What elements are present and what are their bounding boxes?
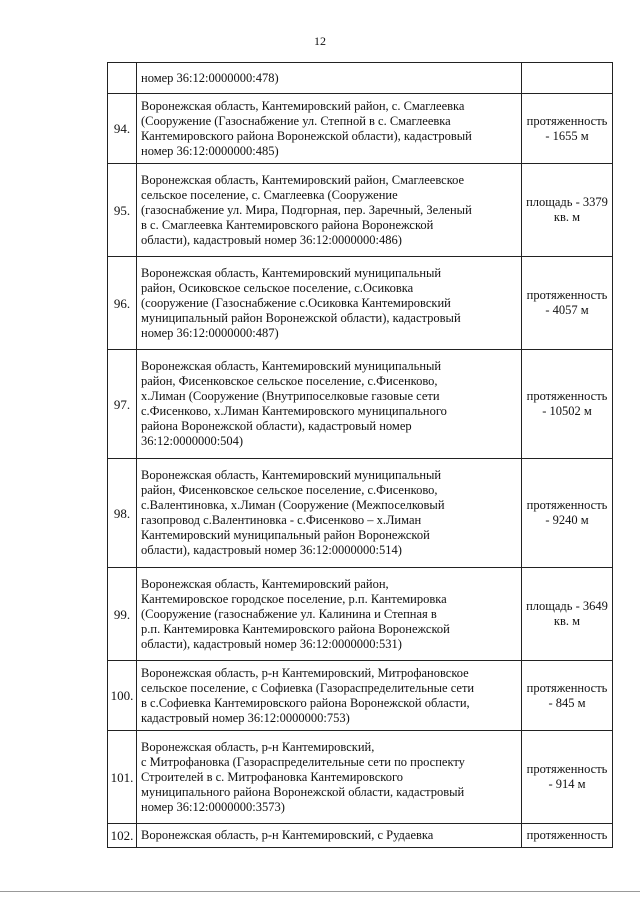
description-line: Воронежская область, р-н Кантемировский, с Рудаевка: [141, 828, 434, 842]
description-line: кадастровый номер 36:12:0000000:753): [141, 710, 350, 725]
description-line: р.п. Кантемировка Кантемировского района Воронежской: [141, 621, 450, 636]
property-description: [137, 94, 522, 164]
property-description: [137, 63, 522, 94]
property-description: [137, 731, 522, 824]
row-number: 99.: [108, 568, 137, 661]
description-line: (газоснабжение ул. Мира, Подгорная, пер. Заречный, Зеленый: [141, 202, 472, 217]
description-line: Воронежская область, Кантемировский муниципальный: [141, 359, 442, 373]
description-line: номер 36:12:0000000:487): [141, 325, 279, 340]
description-line: Кантемировский муниципальный район Воронежской: [141, 528, 430, 542]
description-line: области), кадастровый номер 36:12:0000000:531): [141, 636, 402, 651]
row-number: 96.: [108, 257, 137, 350]
description-line: Воронежская область, Кантемировский район, Смаглеевское: [141, 172, 465, 187]
property-measurement: протяженность - 845 м: [522, 661, 613, 731]
table-row: [108, 568, 613, 661]
description-line: 36:12:0000000:504): [141, 434, 244, 448]
row-number: 102.: [108, 824, 137, 848]
row-number: 97.: [108, 350, 137, 459]
table-row: [108, 661, 613, 731]
description-line: газопровод с.Валентиновка - с.Фисенково – х.Лиман: [141, 513, 422, 527]
description-line: (Сооружение (газоснабжение ул. Калинина и Степная в: [141, 606, 437, 621]
property-description: [137, 164, 522, 257]
description-line: район, Фисенковское сельское поселение, с.Фисенково,: [141, 374, 438, 388]
table-row: [108, 731, 613, 824]
description-line: Воронежская область, Кантемировский муниципальный: [141, 265, 442, 280]
description-line: Воронежская область, Кантемировский муниципальный: [141, 468, 442, 482]
description-line: район, Фисенковское сельское поселение, с.Фисенково,: [141, 483, 438, 497]
property-measurement: [522, 63, 613, 94]
description-line: Строителей в с. Митрофановка Кантемировского: [141, 769, 404, 784]
property-measurement: протяженность - 4057 м: [522, 257, 613, 350]
description-line: (сооружение (Газоснабжение с.Осиковка Кантемировский: [141, 295, 451, 310]
description-line: в с. Смаглеевка Кантемировского района Воронежской: [141, 217, 434, 232]
description-line: номер 36:12:0000000:3573): [141, 799, 285, 814]
row-number: 100.: [108, 661, 137, 731]
property-description: [137, 459, 522, 568]
row-number: 98.: [108, 459, 137, 568]
page-number: 12: [314, 34, 326, 48]
row-number: 95.: [108, 164, 137, 257]
property-measurement: протяженность - 1655 м: [522, 94, 613, 164]
description-line: района Воронежской области), кадастровый номер: [141, 419, 412, 433]
description-line: Воронежская область, р-н Кантемировский, Митрофановское: [141, 665, 469, 680]
property-measurement: протяженность - 9240 м: [522, 459, 613, 568]
description-line: Воронежская область, Кантемировский район, с. Смаглеевка: [141, 98, 465, 113]
description-line: Воронежская область, Кантемировский район,: [141, 576, 389, 591]
property-description: [137, 257, 522, 350]
table-row: [108, 459, 613, 568]
property-measurement: площадь - 3379 кв. м: [522, 164, 613, 257]
description-line: области), кадастровый номер 36:12:0000000:514): [141, 543, 402, 557]
description-line: с Митрофановка (Газораспределительные сети по проспекту: [141, 754, 465, 769]
description-line: муниципальный район Воронежской области), кадастровый: [141, 310, 461, 325]
property-measurement: протяженность - 914 м: [522, 731, 613, 824]
property-measurement: площадь - 3649 кв. м: [522, 568, 613, 661]
description-line: (Сооружение (Газоснабжение ул. Степной в с. Смаглеевка: [141, 113, 451, 128]
description-line: сельское поселение, с. Смаглеевка (Сооружение: [141, 187, 398, 202]
property-description: [137, 568, 522, 661]
page-bottom-divider: [0, 891, 640, 892]
description-line: с.Валентиновка, х.Лиман (Сооружение (Межпоселковый: [141, 498, 445, 512]
table-row: [108, 164, 613, 257]
property-measurement: протяженность - 10502 м: [522, 350, 613, 459]
table-row: [108, 257, 613, 350]
row-number: [108, 63, 137, 94]
description-line: области), кадастровый номер 36:12:0000000:486): [141, 232, 402, 247]
table-row: [108, 94, 613, 164]
description-line: Воронежская область, р-н Кантемировский,: [141, 739, 375, 754]
description-line: Кантемировского района Воронежской области), кадастровый: [141, 128, 472, 143]
description-line: с.Фисенково, х.Лиман Кантемировского муниципального: [141, 404, 447, 418]
property-measurement: протяженность: [522, 824, 613, 848]
row-number: 101.: [108, 731, 137, 824]
description-line: номер 36:12:0000000:485): [141, 143, 279, 158]
description-line: Кантемировское городское поселение, р.п. Кантемировка: [141, 591, 447, 606]
description-line: район, Осиковское сельское поселение, с.Осиковка: [141, 280, 414, 295]
description-line: сельское поселение, с Софиевка (Газораспределительные сети: [141, 680, 475, 695]
table-row: [108, 350, 613, 459]
property-description: [137, 824, 522, 848]
description-line: в с.Софиевка Кантемировского района Воронежской области,: [141, 695, 470, 710]
property-description: [137, 661, 522, 731]
row-number: 94.: [108, 94, 137, 164]
description-line: номер 36:12:0000000:478): [141, 70, 279, 85]
table-row: [108, 824, 613, 848]
property-description: [137, 350, 522, 459]
property-table-body: [108, 63, 613, 848]
property-table: [107, 62, 613, 848]
description-line: муниципального района Воронежской области, кадастровый: [141, 784, 465, 799]
table-row: [108, 63, 613, 94]
description-line: х.Лиман (Сооружение (Внутрипоселковые газовые сети: [141, 389, 440, 403]
